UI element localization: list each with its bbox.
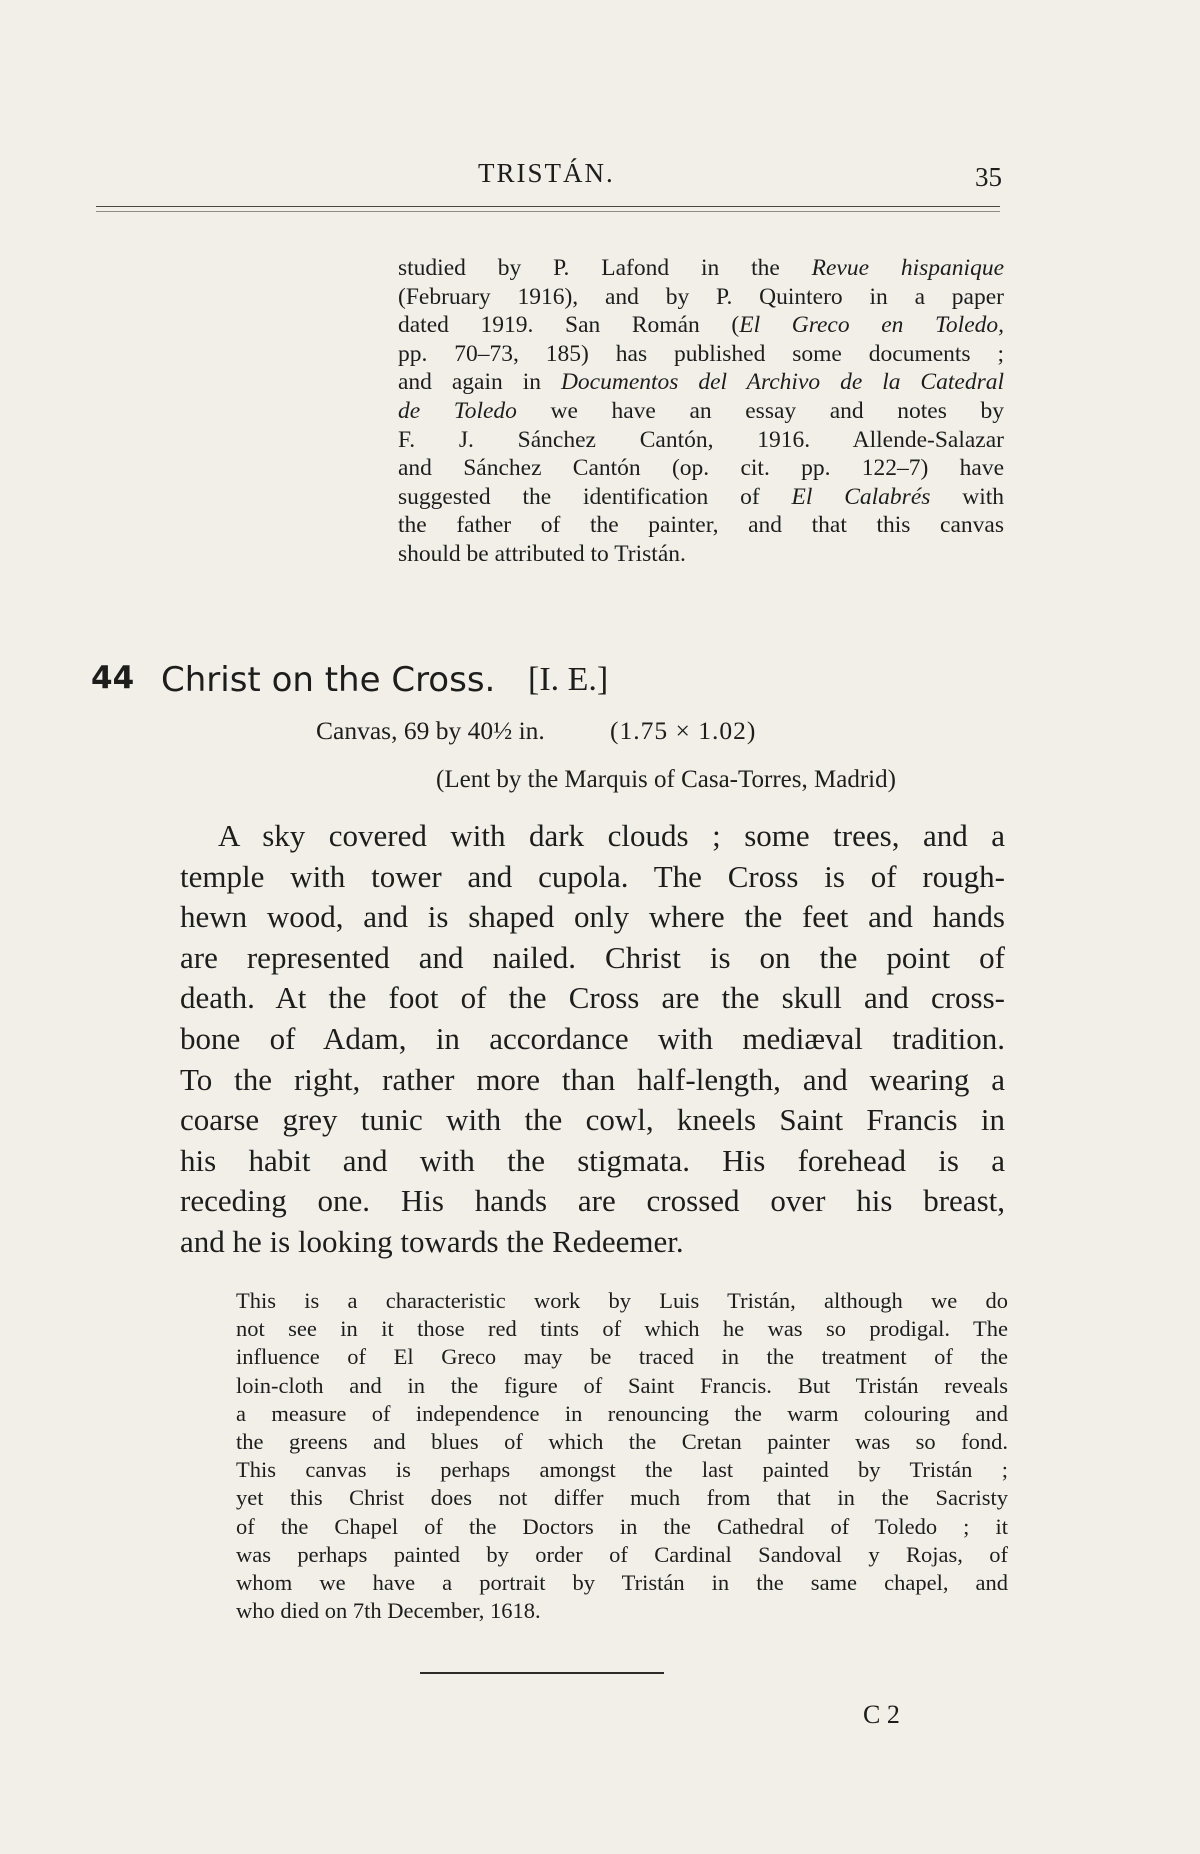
commentary-paragraph [236, 1287, 1008, 1625]
commentary-line: This is a characteristic work by Luis Tristán, although we do [236, 1288, 1008, 1313]
commentary-line: of the Chapel of the Doctors in the Cathedral of Toledo ; it [236, 1513, 1008, 1539]
intro-note-line: F. J. Sánchez Cantón, 1916. Allende-Salazar [398, 426, 1004, 453]
commentary-line: influence of El Greco may be traced in the treatment of the [236, 1344, 1008, 1370]
header-rule-secondary [96, 211, 1000, 212]
intro-note-line: and Sánchez Cantón (op. cit. pp. 122–7) have [398, 455, 1004, 482]
description-line: hewn wood, and is shaped only where the feet and hands [180, 899, 1005, 935]
end-rule [420, 1672, 664, 1674]
description-line: To the right, rather more than half-length, and wearing a [180, 1061, 1005, 1097]
entry-title: Christ on the Cross. [161, 660, 496, 700]
commentary-line: This canvas is perhaps amongst the last painted by Tristán ; [236, 1457, 1008, 1483]
intro-note-line: the father of the painter, and that this canvas [398, 512, 1004, 539]
description-line: and he is looking towards the Redeemer. [180, 1223, 684, 1259]
header-rule [96, 206, 1000, 207]
intro-note-line: pp. 70–73, 185) has published some documents ; [398, 340, 1004, 367]
description-line: coarse grey tunic with the cowl, kneels Saint Francis in [180, 1102, 1005, 1138]
intro-note-line: dated 1919. San Román (El Greco en Toledo, [398, 312, 1004, 339]
intro-note [398, 254, 1004, 569]
commentary-line: yet this Christ does not differ much from that in the Sacristy [236, 1485, 1008, 1511]
description-line: temple with tower and cupola. The Cross is of rough- [180, 858, 1005, 894]
commentary-line: loin-cloth and in the figure of Saint Francis. But Tristán reveals [236, 1372, 1008, 1398]
intro-note-line: should be attributed to Tristán. [398, 540, 686, 567]
signature-mark: C 2 [863, 1700, 900, 1729]
description-line: are represented and nailed. Christ is on the point of [180, 939, 1005, 975]
commentary-line: who died on 7th December, 1618. [236, 1598, 541, 1624]
running-head: TRISTÁN. [478, 158, 615, 188]
commentary-line: whom we have a portrait by Tristán in the same chapel, and [236, 1570, 1008, 1596]
description-line: death. At the foot of the Cross are the skull and cross- [180, 980, 1005, 1016]
commentary-line: not see in it those red tints of which he was so prodigal. The [236, 1316, 1008, 1342]
intro-note-line: and again in Documentos del Archivo de la Catedral [398, 369, 1004, 396]
description-line: A sky covered with dark clouds ; some trees, and a [218, 818, 1005, 853]
entry-dimensions: (1.75 × 1.02) [610, 716, 757, 745]
intro-note-line: (February 1916), and by P. Quintero in a paper [398, 283, 1004, 310]
intro-note-line: studied by P. Lafond in the Revue hispanique [398, 255, 1004, 281]
description-line: bone of Adam, in accordance with mediæval tradition. [180, 1020, 1005, 1056]
description-line: receding one. His hands are crossed over his breast, [180, 1183, 1005, 1219]
commentary-line: was perhaps painted by order of Cardinal Sandoval y Rojas, of [236, 1541, 1008, 1567]
entry-medium: Canvas, 69 by 40½ in. [316, 716, 545, 745]
commentary-line: a measure of independence in renouncing the warm colouring and [236, 1400, 1008, 1426]
intro-note-line: suggested the identification of El Calabrés with [398, 483, 1005, 510]
description-line: his habit and with the stigmata. His forehead is a [180, 1142, 1005, 1178]
commentary-line: the greens and blues of which the Cretan painter was so fond. [236, 1429, 1008, 1455]
page-number: 35 [975, 162, 1002, 192]
intro-note-line: de Toledo we have an essay and notes by [398, 397, 1004, 424]
entry-lender: (Lent by the Marquis of Casa-Torres, Madrid) [436, 766, 896, 793]
entry-code: [I. E.] [528, 661, 609, 698]
description-paragraph [180, 816, 1005, 1263]
entry-number: 44 [91, 660, 135, 696]
